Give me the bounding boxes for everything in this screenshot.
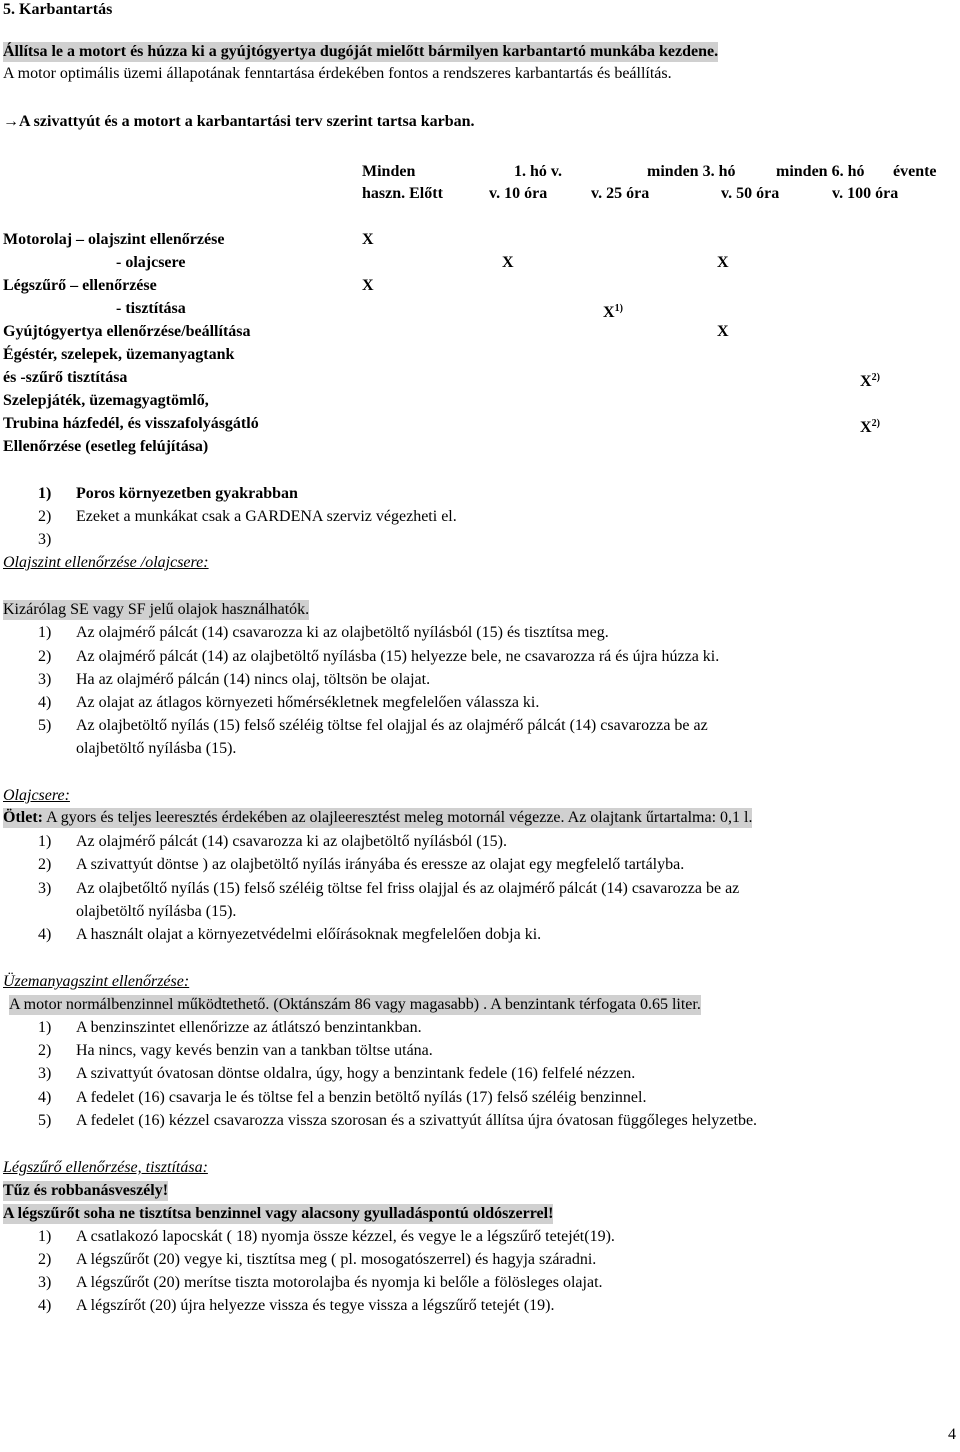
schedule-row-label: - olajcsere: [116, 254, 186, 271]
schedule-row-label: és -szűrő tisztítása: [3, 369, 128, 386]
step-number: 1): [38, 624, 52, 641]
header-col1-row1: Minden: [362, 163, 416, 180]
header-col4-row1: minden 6. hó: [776, 163, 865, 180]
step-text: Az olajbetőltő nyílás (15) felső széléig töltse fel friss olajjal és az olajmérő pálcát (14) csavarozza be az: [76, 880, 740, 897]
footnote-ref: 2): [871, 418, 880, 429]
footnote-number: 2): [38, 508, 52, 525]
step-text: Az olajmérő pálcát (14) csavarozza ki az olajbetöltő nyílásból (15).: [76, 833, 507, 850]
intro-text: A motor optimális üzemi állapotának fenntartása érdekében fontos a rendszeres karbantartás és beállítás.: [3, 65, 672, 82]
schedule-mark: X: [717, 254, 729, 271]
schedule-mark: X: [717, 323, 729, 340]
schedule-mark: X: [362, 277, 374, 294]
schedule-mark: X: [362, 231, 374, 248]
fuel-note: A motor normálbenzinnel működtethető. (Oktánszám 86 vagy magasabb) . A benzintank térfogata 0.65 liter.: [9, 996, 701, 1013]
footnote-ref: 2): [871, 372, 880, 383]
step-number: 5): [38, 1112, 52, 1129]
step-text: Az olajmérő pálcát (14) az olajbetöltő nyílásba (15) helyezze bele, ne csavarozza rá és újra húzza ki.: [76, 648, 720, 665]
step-number: 4): [38, 926, 52, 943]
step-text: Ha az olajmérő pálcán (14) nincs olaj, töltsön be olajat.: [76, 671, 431, 688]
step-number: 4): [38, 1297, 52, 1314]
step-text: A benzinszintet ellenőrizze az átlátszó benzintankban.: [76, 1019, 422, 1036]
step-text: Az olajmérő pálcát (14) csavarozza ki az olajbetöltő nyílásból (15) és tisztítsa meg.: [76, 624, 609, 641]
step-text: A fedelet (16) csavarja le és töltse fel a benzin betöltő nyílás (17) felső széléig benzinnel.: [76, 1089, 647, 1106]
schedule-mark: X: [860, 373, 872, 390]
footnote-text: Poros környezetben gyakrabban: [76, 485, 298, 502]
tip-label: Ötlet:: [3, 809, 43, 826]
step-number: 2): [38, 1251, 52, 1268]
step-text: Az olajbetöltő nyílás (15) felső széléig töltse fel olajjal és az olajmérő pálcát (14) csavarozza be az: [76, 717, 708, 734]
schedule-mark-with-footnote: [860, 368, 880, 392]
step-text: A légszűrőt (20) merítse tiszta motorolajba és nyomja ki belőle a fölösleges olajat.: [76, 1274, 603, 1291]
maintenance-plan-note: [3, 112, 474, 132]
oil-check-title: Olajszint ellenőrzése /olajcsere:: [3, 554, 209, 571]
footnote-ref: 1): [614, 303, 623, 314]
step-text: A csatlakozó lapocskát ( 18) nyomja össze kézzel, és vegye le a légszűrő tetejét(19).: [76, 1228, 615, 1245]
step-number: 3): [38, 671, 52, 688]
fire-warning: Tűz és robbanásveszély!: [3, 1182, 169, 1199]
step-number: 4): [38, 1089, 52, 1106]
page-number: 4: [948, 1426, 956, 1443]
air-filter-title: Légszűrő ellenőrzése, tisztítása:: [3, 1159, 208, 1176]
oil-type-note: Kizárólag SE vagy SF jelű olajok használhatók.: [3, 601, 310, 618]
header-col1-row2: haszn. Előtt: [362, 185, 443, 202]
schedule-mark: X: [502, 254, 514, 271]
footnote-text: Ezeket a munkákat csak a GARDENA szerviz végezheti el.: [76, 508, 457, 525]
schedule-row-label: - tisztítása: [116, 300, 186, 317]
plan-text: A szivattyút és a motort a karbantartási terv szerint tartsa karban.: [19, 113, 475, 130]
schedule-row-label: Ellenőrzése (esetleg felújítása): [3, 438, 209, 455]
schedule-row-label: Szelepjáték, üzemagyagtömlő,: [3, 392, 209, 409]
oil-change-title: Olajcsere:: [3, 787, 70, 804]
schedule-mark: X: [860, 419, 872, 436]
header-col3-row2: v. 25 óra: [591, 185, 650, 202]
footnote-number: 1): [38, 485, 52, 502]
step-text-continued: olajbetöltő nyílásba (15).: [76, 740, 237, 757]
header-col2-row1: 1. hó v.: [514, 163, 563, 180]
schedule-row-label: Gyújtógyertya ellenőrzése/beállítása: [3, 323, 251, 340]
step-number: 2): [38, 856, 52, 873]
schedule-mark-with-footnote: [860, 414, 880, 438]
step-text: A légszírőt (20) újra helyezze vissza és tegye vissza a légszűrő tetejét (19).: [76, 1297, 555, 1314]
schedule-row-label: Trubina házfedél, és visszafolyásgátló: [3, 415, 259, 432]
step-number: 2): [38, 648, 52, 665]
step-number: 3): [38, 1065, 52, 1082]
safety-warning: Állítsa le a motort és húzza ki a gyújtógyertya dugóját mielőtt bármilyen karbantartó munkába kezdene.: [3, 43, 719, 60]
step-number: 1): [38, 833, 52, 850]
step-text: Az olajat az átlagos környezeti hőmérsékletnek megfelelően válassza ki.: [76, 694, 540, 711]
schedule-row-label: Égéstér, szelepek, üzemanyagtank: [3, 346, 235, 363]
step-text: A fedelet (16) kézzel csavarozza vissza szorosan és a szivattyút állítsa újra óvatosan függőleges helyzetbe.: [76, 1112, 758, 1129]
footnote-number: 3): [38, 531, 52, 548]
section-title: 5. Karbantartás: [3, 1, 113, 18]
arrow-right-icon: →: [3, 113, 19, 130]
step-number: 2): [38, 1042, 52, 1059]
schedule-row-label: Motorolaj – olajszint ellenőrzése: [3, 231, 225, 248]
step-number: 3): [38, 1274, 52, 1291]
header-col5-row2: v. 100 óra: [832, 185, 899, 202]
oil-change-tip: [3, 808, 752, 828]
step-number: 1): [38, 1019, 52, 1036]
step-text: Ha nincs, vagy kevés benzin van a tankban töltse utána.: [76, 1042, 433, 1059]
step-number: 1): [38, 1228, 52, 1245]
schedule-mark-with-footnote: [603, 299, 623, 323]
step-text-continued: olajbetöltő nyílásba (15).: [76, 903, 237, 920]
step-text: A szivattyút döntse ) az olajbetöltő nyílás irányába és eressze az olajat egy megfelelő tartályba.: [76, 856, 685, 873]
schedule-mark: X: [603, 304, 615, 321]
header-col3-row1: minden 3. hó: [647, 163, 736, 180]
step-text: A légszűrőt (20) vegye ki, tisztítsa meg ( pl. mosogatószerrel) és hagyja száradni.: [76, 1251, 597, 1268]
step-number: 5): [38, 717, 52, 734]
header-col5-row1: évente: [893, 163, 937, 180]
schedule-row-label: Légszűrő – ellenőrzése: [3, 277, 157, 294]
header-col2-row2: v. 10 óra: [489, 185, 548, 202]
solvent-warning: A légszűrőt soha ne tisztítsa benzinnel vagy alacsony gyulladáspontú oldószerrel!: [3, 1205, 554, 1222]
step-text: A használt olajat a környezetvédelmi előírásoknak megfelelően dobja ki.: [76, 926, 542, 943]
step-number: 3): [38, 880, 52, 897]
step-text: A szivattyút óvatosan döntse oldalra, úgy, hogy a benzintank fedele (16) felfelé nézzen.: [76, 1065, 636, 1082]
step-number: 4): [38, 694, 52, 711]
header-col4-row2: v. 50 óra: [721, 185, 780, 202]
fuel-check-title: Üzemanyagszint ellenőrzése:: [3, 973, 190, 990]
tip-text: A gyors és teljes leeresztés érdekében az olajleeresztést meleg motornál végezze. Az olajtank űrtartalma: 0,1 l.: [42, 809, 753, 826]
